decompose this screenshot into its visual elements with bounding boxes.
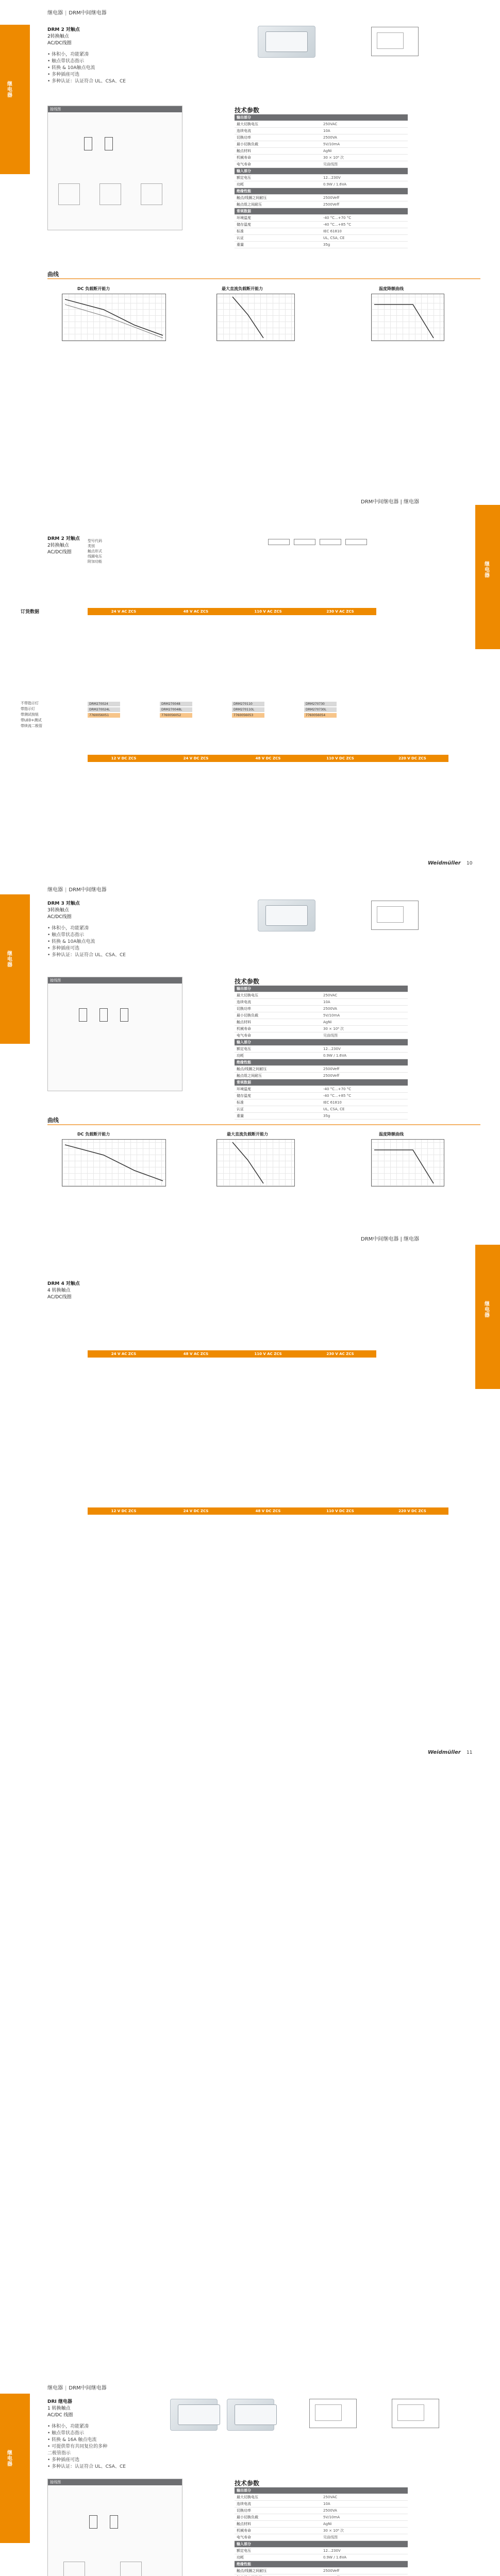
order-code: DRM270024L	[88, 707, 120, 712]
tech-value	[321, 1079, 408, 1086]
temperature-derating-chart	[371, 1139, 444, 1187]
version-header: 110 V AC ZCS	[254, 609, 282, 614]
tech-key: 输出部分	[235, 986, 321, 992]
product-photo	[227, 2399, 274, 2431]
brand-logo: Weidmüller	[428, 860, 461, 866]
contact-symbol	[110, 2515, 118, 2529]
tech-key: 功耗	[235, 1053, 321, 1059]
order-code: 7760056053	[232, 713, 264, 718]
tech-value: 2500VA	[321, 2507, 408, 2514]
tech-value: 35g	[321, 242, 408, 248]
tech-value: IEC 61810	[321, 1099, 408, 1106]
tech-row	[235, 201, 408, 208]
tech-row	[235, 155, 408, 161]
product-title: DRM 2 对触点 2转换触点 AC/DC线圈	[47, 27, 80, 46]
tech-value: -40 °C...+85 °C	[321, 1093, 408, 1099]
tech-data-heading: 技术参数	[235, 107, 260, 114]
order-key-field	[294, 539, 315, 545]
tech-row	[235, 1032, 408, 1039]
tech-row	[235, 2534, 408, 2541]
tech-row	[235, 161, 408, 168]
order-key-labels: 型号代码 类别 触点形式 线圈电压 附加功能	[88, 539, 102, 564]
version-label: 订货数据	[21, 609, 40, 615]
tech-key: 重量	[235, 242, 321, 248]
tech-row	[235, 1086, 408, 1093]
tech-row	[235, 2568, 408, 2574]
section-divider	[47, 278, 480, 279]
tech-value: -40 °C...+85 °C	[321, 222, 408, 228]
tech-value	[321, 2487, 408, 2494]
tech-value	[321, 114, 408, 121]
version-header-row	[88, 755, 448, 762]
tech-value: UL, CSA, CE	[321, 1106, 408, 1113]
product-title: DRI 继电器 1 转换触点 AC/DC 线圈	[47, 2399, 73, 2418]
version-header: 48 V DC ZCS	[255, 756, 281, 760]
tech-value	[321, 986, 408, 992]
version-header: 48 V AC ZCS	[183, 609, 209, 614]
order-code: DRM270730	[304, 702, 337, 706]
tech-key: 机械寿命	[235, 1026, 321, 1032]
tech-row	[235, 2487, 408, 2494]
tech-value: AgNi	[321, 2521, 408, 2528]
tech-row	[235, 1046, 408, 1053]
tech-value: 250VAC	[321, 121, 408, 128]
section-breadcrumb: DRM中间继电器 | 继电器	[361, 499, 420, 505]
tech-key: 输出部分	[235, 114, 321, 121]
tech-value: 12...230V	[321, 1046, 408, 1053]
tech-row	[235, 2494, 408, 2501]
tech-row	[235, 1113, 408, 1120]
wiring-diagram-panel	[47, 106, 182, 230]
tech-row	[235, 208, 408, 215]
tech-key: 储存温度	[235, 1093, 321, 1099]
version-header-row: 24 V AC ZCS 48 V AC ZCS 110 V AC ZCS 230 V AC ZCS	[88, 1350, 376, 1358]
tech-key: 最小切换负载	[235, 2514, 321, 2521]
tech-key: 触点/线圈之间耐压	[235, 195, 321, 201]
tech-row	[235, 168, 408, 175]
tech-key: 触点/线圈之间耐压	[235, 2568, 321, 2574]
page-number: 11	[466, 1750, 473, 1755]
tech-key: 机械寿命	[235, 2528, 321, 2534]
category-sidebar: 继电器	[0, 2394, 30, 2543]
catalog-page-1	[0, 0, 500, 874]
category-sidebar-right: 继电器	[475, 505, 500, 649]
dimension-drawing	[392, 2399, 439, 2428]
feature-list: • 体积小，功能紧凑 • 触点带状态指示 • 转换 & 10A触点电流 • 多种插座可选 • 多种认证：认证符合 UL、CSA、CE	[47, 926, 126, 958]
tech-row	[235, 2507, 408, 2514]
tech-value: 2500Veff	[321, 201, 408, 208]
curve-section-title: 曲线	[47, 1117, 59, 1124]
brand-logo: Weidmüller	[428, 1750, 461, 1755]
socket-diagram	[99, 183, 121, 205]
socket-diagram	[58, 183, 80, 205]
tech-value: 10A	[321, 2501, 408, 2507]
catalog-page-3	[0, 2368, 500, 2576]
version-header: 24 V DC ZCS	[183, 756, 209, 760]
tech-key: 最大切换电压	[235, 121, 321, 128]
tech-key: 切换功率	[235, 1006, 321, 1012]
version-header-row	[88, 608, 376, 615]
tech-row	[235, 2514, 408, 2521]
dimension-drawing	[309, 2399, 357, 2428]
tech-value: 2500Veff	[321, 1073, 408, 1079]
tech-key: 最小切换负载	[235, 1012, 321, 1019]
tech-row	[235, 242, 408, 248]
tech-value: 2500Veff	[321, 1066, 408, 1073]
tech-key: 标准	[235, 228, 321, 235]
tech-row	[235, 222, 408, 228]
tech-key: 常规数据	[235, 1079, 321, 1086]
tech-value: UL, CSA, CE	[321, 235, 408, 242]
wiring-diagram-panel: 接线图	[47, 2479, 182, 2576]
product-photo	[258, 26, 315, 58]
tech-row	[235, 2528, 408, 2534]
tech-row	[235, 1066, 408, 1073]
curve-title: 最大直流负载断开能力	[227, 1132, 268, 1137]
product-title: DRM 3 对触点 3转换触点 AC/DC线圈	[47, 901, 80, 920]
tech-key: 功耗	[235, 2554, 321, 2561]
tech-data-table	[235, 114, 408, 248]
temperature-derating-chart	[371, 294, 444, 341]
tech-row	[235, 228, 408, 235]
curve-title: 温度降额曲线	[379, 1132, 404, 1137]
tech-key: 重量	[235, 1113, 321, 1120]
order-code: DRM270110L	[232, 707, 264, 712]
tech-row	[235, 1106, 408, 1113]
tech-key: 机械寿命	[235, 155, 321, 161]
tech-row	[235, 1019, 408, 1026]
contact-symbol	[105, 137, 113, 150]
tech-key: 输入部分	[235, 168, 321, 175]
tech-key: 额定电压	[235, 1046, 321, 1053]
tech-row	[235, 1012, 408, 1019]
breadcrumb: 继电器 | DRM中间继电器	[47, 2385, 107, 2391]
socket-diagram	[141, 183, 162, 205]
tech-value: 2500VA	[321, 134, 408, 141]
tech-value: -40 °C...+70 °C	[321, 1086, 408, 1093]
tech-key: 最大切换电压	[235, 992, 321, 999]
tech-key: 绝缘性能	[235, 1059, 321, 1066]
order-code: 7760056051	[88, 713, 120, 718]
tech-row	[235, 2521, 408, 2528]
socket-diagram	[63, 2562, 85, 2576]
section-breadcrumb: DRM中间继电器 | 继电器	[361, 1236, 420, 1242]
tech-key	[235, 2574, 321, 2576]
load-curve-chart	[62, 1139, 166, 1187]
order-code: 7760056052	[160, 713, 192, 718]
tech-value: 12...230V	[321, 175, 408, 181]
curve-title: DC 负载断开能力	[77, 286, 110, 291]
tech-value: 30 × 10⁶ 次	[321, 155, 408, 161]
tech-row	[235, 1026, 408, 1032]
order-key-field	[268, 539, 290, 545]
tech-value	[321, 2561, 408, 2568]
tech-value: 35g	[321, 1113, 408, 1120]
tech-key: 功耗	[235, 181, 321, 188]
tech-key: 额定电压	[235, 175, 321, 181]
section-divider	[47, 1124, 480, 1125]
tech-value	[321, 2541, 408, 2548]
tech-row	[235, 2554, 408, 2561]
tech-key: 触点组之间耐压	[235, 1073, 321, 1079]
tech-row	[235, 141, 408, 148]
tech-value: 250VAC	[321, 2494, 408, 2501]
tech-value: 0.9W / 1.6VA	[321, 1053, 408, 1059]
curve-title: 最大直流负载断开能力	[222, 286, 263, 291]
tech-row	[235, 235, 408, 242]
sidebar-label: 继电器	[7, 81, 12, 98]
tech-row	[235, 2541, 408, 2548]
tech-value: 12...230V	[321, 2548, 408, 2554]
tech-value	[321, 208, 408, 215]
tech-key: 绝缘性能	[235, 2561, 321, 2568]
order-code: 7760056054	[304, 713, 337, 718]
tech-row	[235, 2574, 408, 2576]
version-header: 230 V AC ZCS	[326, 609, 354, 614]
tech-row	[235, 2501, 408, 2507]
tech-value: -40 °C...+70 °C	[321, 215, 408, 222]
tech-value: 5V/10mA	[321, 1012, 408, 1019]
tech-value: 见曲线图	[321, 1032, 408, 1039]
tech-row	[235, 1059, 408, 1066]
tech-row	[235, 999, 408, 1006]
order-code: DRM270048	[160, 702, 192, 706]
tech-value: 2500Veff	[321, 195, 408, 201]
coil-symbol	[89, 2515, 97, 2529]
feature-list: • 体积小，功能紧凑 • 触点带状态指示 • 转换 & 10A触点电流 • 多种插座可选 • 多种认证：认证符合 UL、CSA、CE	[47, 52, 126, 84]
product-photo	[258, 900, 315, 931]
tech-value	[321, 1059, 408, 1066]
tech-value	[321, 1039, 408, 1046]
tech-key: 绝缘性能	[235, 188, 321, 195]
tech-value	[321, 168, 408, 175]
tech-row	[235, 121, 408, 128]
tech-row	[235, 1079, 408, 1086]
tech-key: 输出部分	[235, 2487, 321, 2494]
tech-key: 电气寿命	[235, 1032, 321, 1039]
order-key-field	[320, 539, 341, 545]
socket-diagram	[120, 2562, 142, 2576]
curve-section-title: 曲线	[47, 271, 59, 278]
product-photo	[170, 2399, 218, 2431]
tech-key: 触点组之间耐压	[235, 201, 321, 208]
tech-value	[321, 2574, 408, 2576]
tech-data-heading: 技术参数	[235, 978, 260, 985]
wiring-diagram-panel: 接线图	[47, 977, 182, 1091]
tech-row	[235, 134, 408, 141]
tech-value: 2500VA	[321, 1006, 408, 1012]
tech-row	[235, 2548, 408, 2554]
catalog-page-2	[0, 874, 500, 1770]
contact-symbol	[99, 1008, 108, 1022]
order-code: DRM270730L	[304, 707, 337, 712]
category-sidebar: 继电器	[0, 894, 30, 1044]
tech-data-heading: 技术参数	[235, 2480, 260, 2487]
tech-key: 认证	[235, 235, 321, 242]
order-code: DRM270048L	[160, 707, 192, 712]
tech-value: 10A	[321, 128, 408, 134]
coil-symbol	[79, 1008, 87, 1022]
dimension-drawing	[371, 27, 419, 56]
tech-value: 2500Veff	[321, 2568, 408, 2574]
tech-row	[235, 175, 408, 181]
version-header: 110 V DC ZCS	[326, 756, 354, 760]
tech-row	[235, 1073, 408, 1079]
tech-key: 储存温度	[235, 222, 321, 228]
tech-key: 触点/线圈之间耐压	[235, 1066, 321, 1073]
tech-key: 输入部分	[235, 1039, 321, 1046]
tech-key: 常规数据	[235, 208, 321, 215]
order-product-title: DRM 2 对触点 2转换触点 AC/DC线圈	[47, 536, 80, 555]
tech-row	[235, 1099, 408, 1106]
tech-key: 最大切换电压	[235, 2494, 321, 2501]
dimension-drawing	[371, 901, 419, 930]
dc-load-chart	[216, 294, 295, 341]
coil-symbol	[84, 137, 92, 150]
tech-value: 0.9W / 1.6VA	[321, 2554, 408, 2561]
tech-key: 连续电流	[235, 128, 321, 134]
tech-row	[235, 1093, 408, 1099]
tech-value: 30 × 10⁶ 次	[321, 1026, 408, 1032]
tech-row	[235, 128, 408, 134]
page-number: 10	[466, 861, 473, 866]
order-code: DRM270110	[232, 702, 264, 706]
tech-key: 切换功率	[235, 2507, 321, 2514]
tech-key: 电气寿命	[235, 2534, 321, 2541]
tech-key: 认证	[235, 1106, 321, 1113]
tech-row	[235, 992, 408, 999]
tech-value: 见曲线图	[321, 2534, 408, 2541]
tech-row	[235, 195, 408, 201]
version-header: 24 V AC ZCS	[111, 609, 137, 614]
tech-row	[235, 2561, 408, 2568]
tech-data-table	[235, 986, 408, 1120]
tech-key: 环境温度	[235, 215, 321, 222]
tech-value: 0.9W / 1.6VA	[321, 181, 408, 188]
order-key-field	[345, 539, 367, 545]
tech-key: 连续电流	[235, 2501, 321, 2507]
breadcrumb: 继电器 | DRM中间继电器	[47, 887, 107, 893]
tech-value: IEC 61810	[321, 228, 408, 235]
category-sidebar-right: 继电器	[475, 1245, 500, 1389]
load-curve-chart	[62, 294, 166, 341]
tech-row	[235, 215, 408, 222]
order-type-labels: 不带指示灯 带指示灯 带测试按钮 带LED+测试 带续流二极管	[21, 701, 42, 728]
tech-row	[235, 114, 408, 121]
tech-key: 连续电流	[235, 999, 321, 1006]
version-header: 12 V DC ZCS	[111, 756, 137, 760]
tech-value: AgNi	[321, 1019, 408, 1026]
category-sidebar	[0, 25, 30, 174]
order-product-title: DRM 4 对触点 4 转换触点 AC/DC线圈	[47, 1281, 80, 1300]
tech-row	[235, 986, 408, 992]
contact-symbol	[120, 1008, 128, 1022]
tech-value	[321, 188, 408, 195]
tech-row	[235, 148, 408, 155]
tech-key: 标准	[235, 1099, 321, 1106]
curve-title: 温度降额曲线	[379, 286, 404, 291]
version-header: 220 V DC ZCS	[398, 756, 426, 760]
tech-data-table	[235, 2487, 408, 2576]
tech-row	[235, 181, 408, 188]
tech-value: 见曲线图	[321, 161, 408, 168]
order-code: DRM270024	[88, 702, 120, 706]
curve-title: DC 负载断开能力	[77, 1132, 110, 1137]
tech-key: 电气寿命	[235, 161, 321, 168]
tech-key: 触点材料	[235, 1019, 321, 1026]
tech-key: 额定电压	[235, 2548, 321, 2554]
tech-value: 250VAC	[321, 992, 408, 999]
feature-list: • 体积小，功能紧凑 • 触点带状态指示 • 转换 & 16A 触点电流 • 可提供带有共同复位的多种 二极管指示 • 多种插座可选 • 多种认证：认证符合 UL、CSA、CE	[47, 2424, 126, 2469]
breadcrumb: 继电器 | DRM中间继电器	[47, 10, 107, 16]
tech-key: 最小切换负载	[235, 141, 321, 148]
tech-key: 切换功率	[235, 134, 321, 141]
tech-key: 触点材料	[235, 2521, 321, 2528]
tech-row	[235, 1053, 408, 1059]
dc-load-chart	[216, 1139, 295, 1187]
diagram-header: 接线图	[48, 106, 182, 112]
tech-value: 30 × 10⁶ 次	[321, 2528, 408, 2534]
tech-row	[235, 188, 408, 195]
tech-value: 10A	[321, 999, 408, 1006]
tech-key: 环境温度	[235, 1086, 321, 1093]
version-header-row: 12 V DC ZCS 24 V DC ZCS 48 V DC ZCS 110 V DC ZCS 220 V DC ZCS	[88, 1507, 448, 1515]
tech-value: 5V/10mA	[321, 141, 408, 148]
tech-key: 触点材料	[235, 148, 321, 155]
tech-key: 输入部分	[235, 2541, 321, 2548]
tech-row	[235, 1006, 408, 1012]
tech-row	[235, 1039, 408, 1046]
tech-value: 5V/10mA	[321, 2514, 408, 2521]
tech-value: AgNi	[321, 148, 408, 155]
